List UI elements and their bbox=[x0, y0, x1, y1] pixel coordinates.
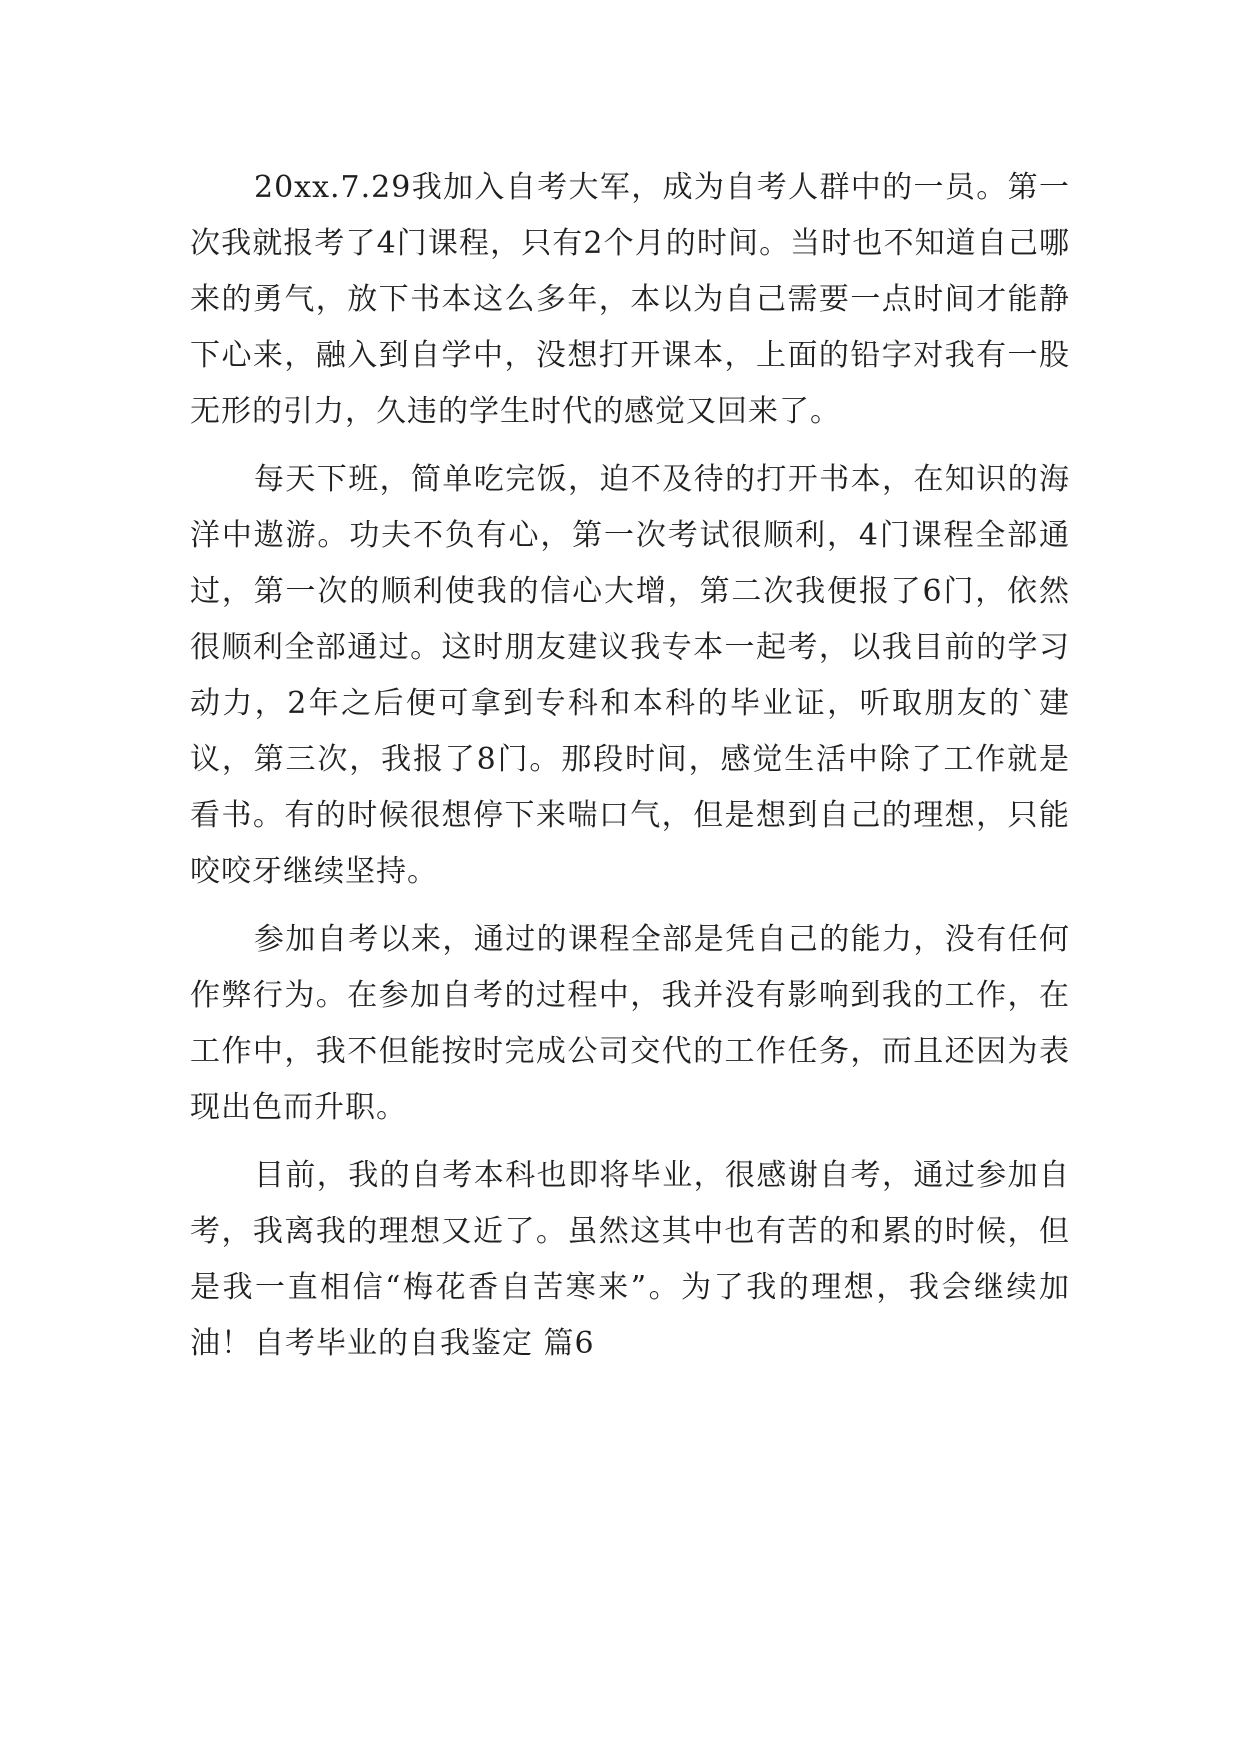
paragraph-1: 20xx.7.29我加入自考大军，成为自考人群中的一员。第一次我就报考了4门课程，只有2个月的时间。当时也不知道自己哪来的勇气，放下书本这么多年，本以为自己需要一点时间才能静下心来，融入到自学中，没想打开课本，上面的铅字对我有一股无形的引力，久违的学生时代的感觉又回来了。 bbox=[190, 170, 1070, 429]
paragraph-2: 每天下班，简单吃完饭，迫不及待的打开书本，在知识的海洋中遨游。功夫不负有心，第一次考试很顺利，4门课程全部通过，第一次的顺利使我的信心大增，第二次我便报了6门，依然很顺利全部通过。这时朋友建议我专本一起考，以我目前的学习动力，2年之后便可拿到专科和本科的毕业证，听取朋友的`建议，第三次，我报了8门。那段时间，感觉生活中除了工作就是看书。有的时候很想停下来喘口气，但是想到自己的理想，只能咬咬牙继续坚持。 bbox=[190, 462, 1070, 889]
paragraph-4: 目前，我的自考本科也即将毕业，很感谢自考，通过参加自考，我离我的理想又近了。虽然这其中也有苦的和累的时候，但是我一直相信“梅花香自苦寒来”。为了我的理想，我会继续加油！ bbox=[190, 1158, 1070, 1361]
paragraph-3: 参加自考以来，通过的课程全部是凭自己的能力，没有任何作弊行为。在参加自考的过程中，我并没有影响到我的工作，在工作中，我不但能按时完成公司交代的工作任务，而且还因为表现出色而升职。 bbox=[190, 922, 1070, 1125]
section-heading: 自考毕业的自我鉴定 篇6 bbox=[254, 1326, 595, 1361]
document-body bbox=[190, 160, 1070, 1372]
